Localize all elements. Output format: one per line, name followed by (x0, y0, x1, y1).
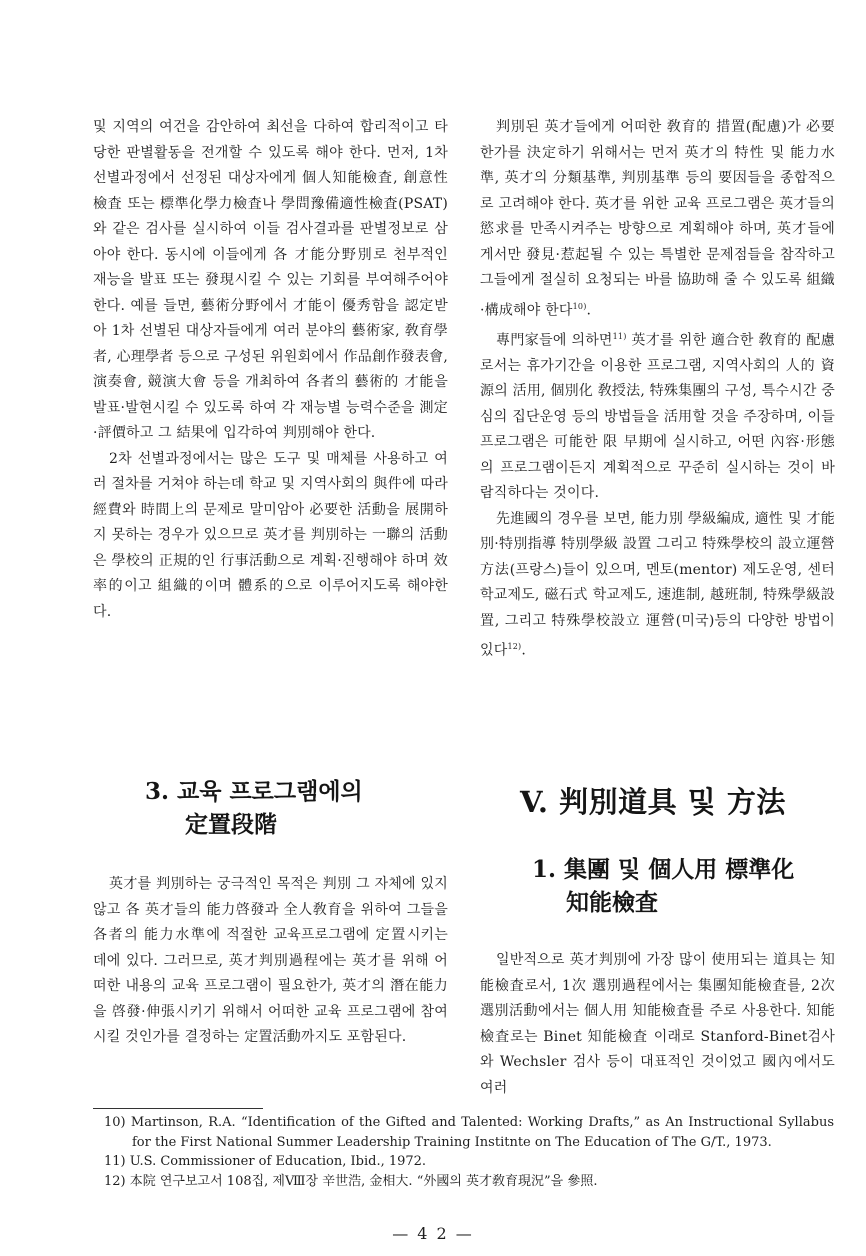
paragraph: 英才를 判別하는 궁극적인 목적은 判別 그 자체에 있지 않고 各 英才들의 能力啓發과 全人敎育을 위하여 그들을 各者의 能力水準에 적절한 교육프로그램에 定置시키는 데에 있다. 그러므로, 英才判別過程에는 英才를 위해 어떠한 내용의 교육 프로그램이 필요한가, 英才의 潛在能力을 啓發·伸張시키기 위해서 어떠한 교육 프로그램에 참여시킬 것인가를 결정하는 定置活動까지도 포함된다. (93, 876, 448, 1045)
page-number: — 4 2 — (392, 1224, 474, 1243)
paragraph: 先進國의 경우를 보면, 能力別 學級編成, 適性 및 才能別·特別指導 特別學級 設置 그리고 特殊學校의 設立運營方法(프랑스)들이 있으며, 멘토(mentor) 제도운영, 센터학교제도, 磁石式 학교제도, 速進制, 越班制, 特殊學級設置, 그리고 特殊學校設立 運營(미국)등의 다양한 방법이 있다$^{12)}$. (480, 510, 835, 659)
section-heading-line: 定置段階 (185, 811, 277, 838)
section-heading (145, 775, 363, 841)
paragraph: 專門家들에 의하면$^{11)}$ 英才를 위한 適合한 敎育的 配慮로서는 휴가기간을 이용한 프로그램, 지역사회의 人的 資源의 活用, 個別化 敎授法, 特殊集團의 구성, 특수시간 중심의 집단운영 등의 방법들을 活用할 것을 주장하며, 이들 프로그램은 可能한 限 早期에 실시하고, 어떤 內容·形態의 프로그램이든지 계획적으로 꾸준히 실시하는 것이 바람직하다는 것이다. (480, 331, 835, 502)
footnote: 10) Martinson, R.A. “Identification of the Gifted and Talented: Working Drafts,” as An Instructional Syllabus for the First National Summer Leadership Training Institnte on The Education of The G/T., 1973. (104, 1115, 834, 1150)
footnotes (104, 1113, 834, 1191)
footnote: 12) 本院 연구보고서 108집, 제Ⅷ장 辛世浩, 金相大. “外國의 英才敎育現況”을 參照. (104, 1173, 598, 1189)
right-column-top (480, 115, 835, 664)
paragraph: 일반적으로 英才判別에 가장 많이 使用되는 道具는 知能檢査로서, 1次 選別過程에서는 集團知能檢査를, 2次 選別活動에서는 個人用 知能檢査를 주로 사용한다. 知能檢査로는 Binet 知能檢査 이래로 Stanford-Binet검사와 Wechsler 검사 등이 대표적인 것이었고 國內에서도 여러 (480, 952, 835, 1096)
paragraph: 및 지역의 여건을 감안하여 최선을 다하여 합리적이고 타당한 판별활동을 전개할 수 있도록 해야 한다. 먼저, 1차 선별과정에서 선정된 대상자에게 個人知能檢査, 創意性檢査 또는 標準化學力檢査나 學問豫備適性檢査(PSAT)와 같은 검사를 실시하여 이들 검사결과를 판별정보로 삼아야 한다. 동시에 이들에게 各 才能分野別로 천부적인 재능을 발표 또는 發現시킬 수 있는 기회를 부여해주어야 한다. 예를 들면, 藝術分野에서 才能이 優秀함을 認定받아 1차 선별된 대상자들에게 여러 분야의 藝術家, 敎育學者, 心理學者 등으로 구성된 위원회에서 作品創作發表會, 演奏會, 競演大會 등을 개최하여 各者의 藝術的 才能을 발표·발현시킬 수 있도록 하여 각 재능별 능력수준을 測定·評價하고 그 結果에 입각하여 判別해야 한다. (93, 119, 448, 441)
section-heading (532, 853, 794, 919)
paragraph: 2차 선별과정에서는 많은 도구 및 매체를 사용하고 여러 절차를 거쳐야 하는데 학교 및 지역사회의 與件에 따라 經費와 時間上의 문제로 말미암아 必要한 活動을 展開하지 못하는 경우가 있으므로 英才를 判別하는 一聯의 活動은 學校의 正規的인 行事活動으로 계획·진행해야 하며 效率的이고 組織的이며 體系的으로 이루어지도록 해야한다. (93, 450, 448, 620)
footnote-divider (93, 1108, 263, 1109)
chapter-heading: V. 判別道具 및 方法 (520, 785, 786, 819)
left-column-top (93, 115, 448, 625)
left-column-bottom (93, 872, 448, 1051)
right-column-bottom (480, 948, 835, 1101)
paragraph: 判別된 英才들에게 어떠한 敎育的 措置(配慮)가 必要한가를 決定하기 위해서는 먼저 英才의 特性 및 能力水準, 英才의 分類基準, 判別基準 등의 要因들을 종합적으로 고려해야 한다. 英才를 위한 교육 프로그램은 英才들의 慾求를 만족시켜주는 방향으로 계획해야 하며, 英才들에게서만 發見·惹起될 수 있는 특별한 문제점들을 참작하고 그들에게 절실히 요청되는 바를 協助해 줄 수 있도록 組織·構成해야 한다$^{10)}$. (480, 119, 835, 319)
section-heading-line: 1. 集團 및 個人用 標準化 (532, 856, 795, 883)
section-heading-line: 3. 교육 프로그램에의 (145, 778, 363, 805)
footnote: 11) U.S. Commissioner of Education, Ibid., 1972. (104, 1154, 427, 1169)
section-heading-line: 知能檢査 (566, 889, 658, 916)
